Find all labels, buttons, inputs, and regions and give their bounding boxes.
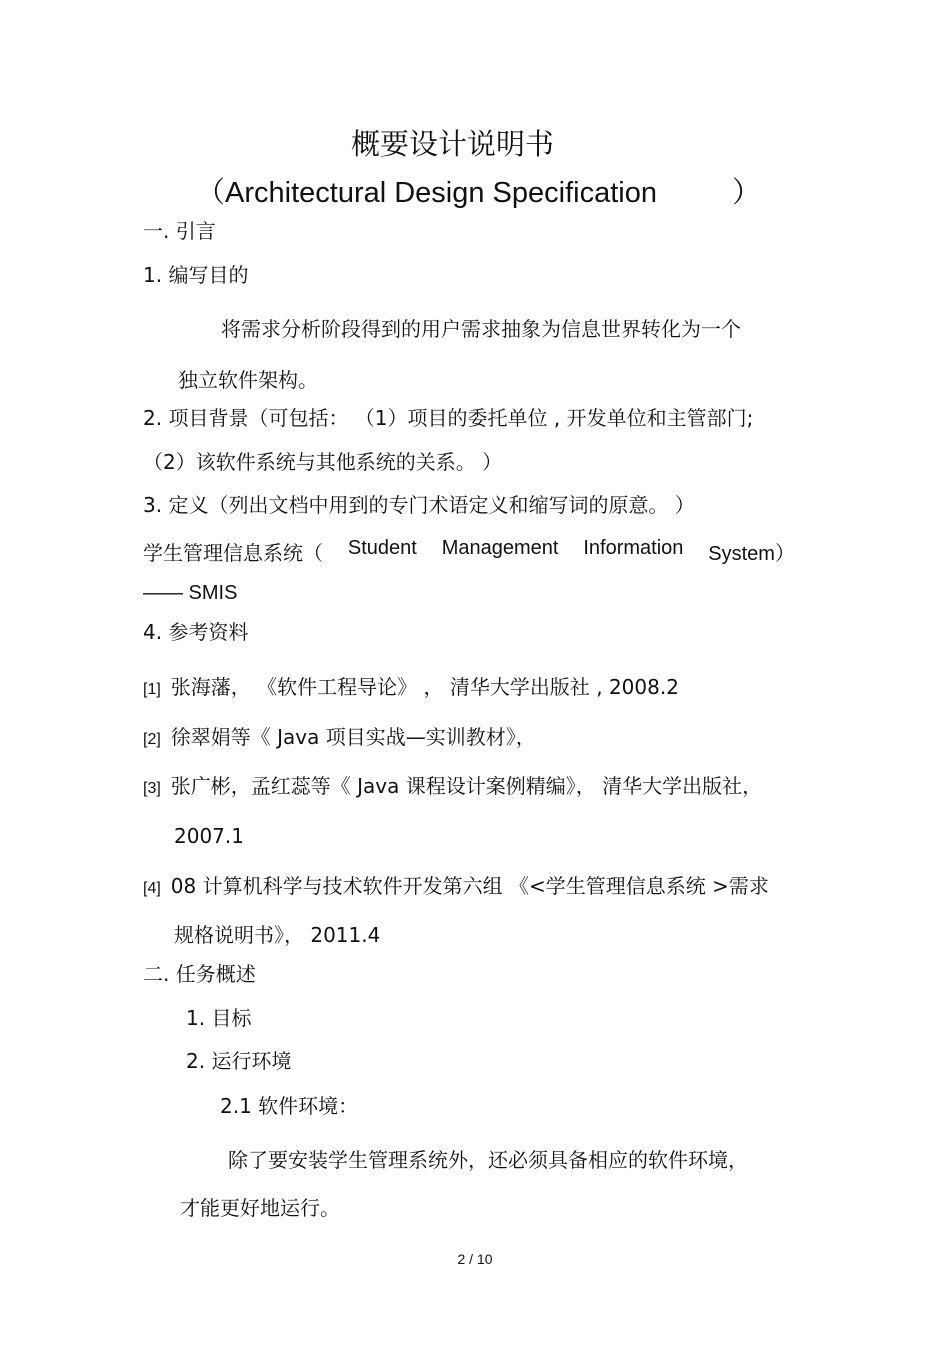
reference-continuation: 规格说明书》， 2011.4: [174, 923, 381, 947]
doc-subtitle-close: ）: [732, 177, 762, 209]
reference-continuation: 2007.1: [174, 824, 244, 848]
subsection-background-line-1: 2. 项目背景（可包括： （1）项目的委托单位 , 开发单位和主管部门;: [143, 406, 754, 430]
reference-item: [143, 675, 679, 702]
purpose-paragraph-line-2: 独立软件架构。: [178, 368, 318, 392]
reference-text: 张海藩， 《软件工程导论》 ， 清华大学出版社 , 2008.2: [170, 675, 679, 699]
section-heading-overview: 二. 任务概述: [143, 962, 256, 986]
reference-text: 08 计算机科学与技术软件开发第六组 《<学生管理信息系统 >需求: [170, 874, 769, 898]
reference-text: 张广彬，孟红蕊等《 Java 课程设计案例精编》， 清华大学出版社，: [170, 774, 763, 798]
reference-item: [143, 774, 762, 801]
reference-tag: [4]: [143, 880, 161, 897]
definition-term-word: System）: [708, 543, 795, 565]
env-paragraph-line-1: 除了要安装学生管理系统外，还必须具备相应的软件环境，: [228, 1148, 748, 1172]
reference-tag: [1]: [143, 681, 161, 698]
env-paragraph-line-2: 才能更好地运行。: [180, 1196, 340, 1220]
section-heading-intro: 一. 引言: [143, 219, 216, 243]
subsection-background-line-2: （2）该软件系统与其他系统的关系。 ）: [143, 450, 503, 474]
subsection-references: 4. 参考资料: [143, 620, 249, 644]
definition-abbreviation: —— SMIS: [143, 582, 238, 604]
definition-term-word: Information: [583, 537, 684, 559]
subsection-purpose: 1. 编写目的: [143, 263, 249, 287]
reference-item: [143, 874, 769, 901]
subsection-goal: 1. 目标: [186, 1006, 252, 1030]
reference-tag: [3]: [143, 780, 161, 797]
reference-tag: [2]: [143, 731, 161, 748]
page-number: 2 / 10: [457, 1251, 493, 1267]
subsection-software-env: 2.1 软件环境：: [220, 1094, 359, 1118]
doc-subtitle: [196, 176, 762, 210]
subsection-definitions: 3. 定义（列出文档中用到的专门术语定义和缩写词的原意。 ）: [143, 493, 695, 517]
definition-smis-row: [143, 537, 795, 563]
purpose-paragraph-line-1: 将需求分析阶段得到的用户需求抽象为信息世界转化为一个: [221, 317, 741, 341]
definition-term-word: Management: [441, 537, 559, 559]
doc-title: 概要设计说明书: [351, 127, 555, 161]
subsection-runtime: 2. 运行环境: [186, 1049, 292, 1073]
reference-item: [143, 725, 536, 752]
reference-text: 徐翠娟等《 Java 项目实战—实训教材》，: [170, 725, 536, 749]
definition-term-word: Student: [347, 537, 417, 559]
doc-subtitle-main: （Architectural Design Specification: [196, 177, 657, 209]
definition-term-cn: 学生管理信息系统（: [143, 541, 323, 565]
